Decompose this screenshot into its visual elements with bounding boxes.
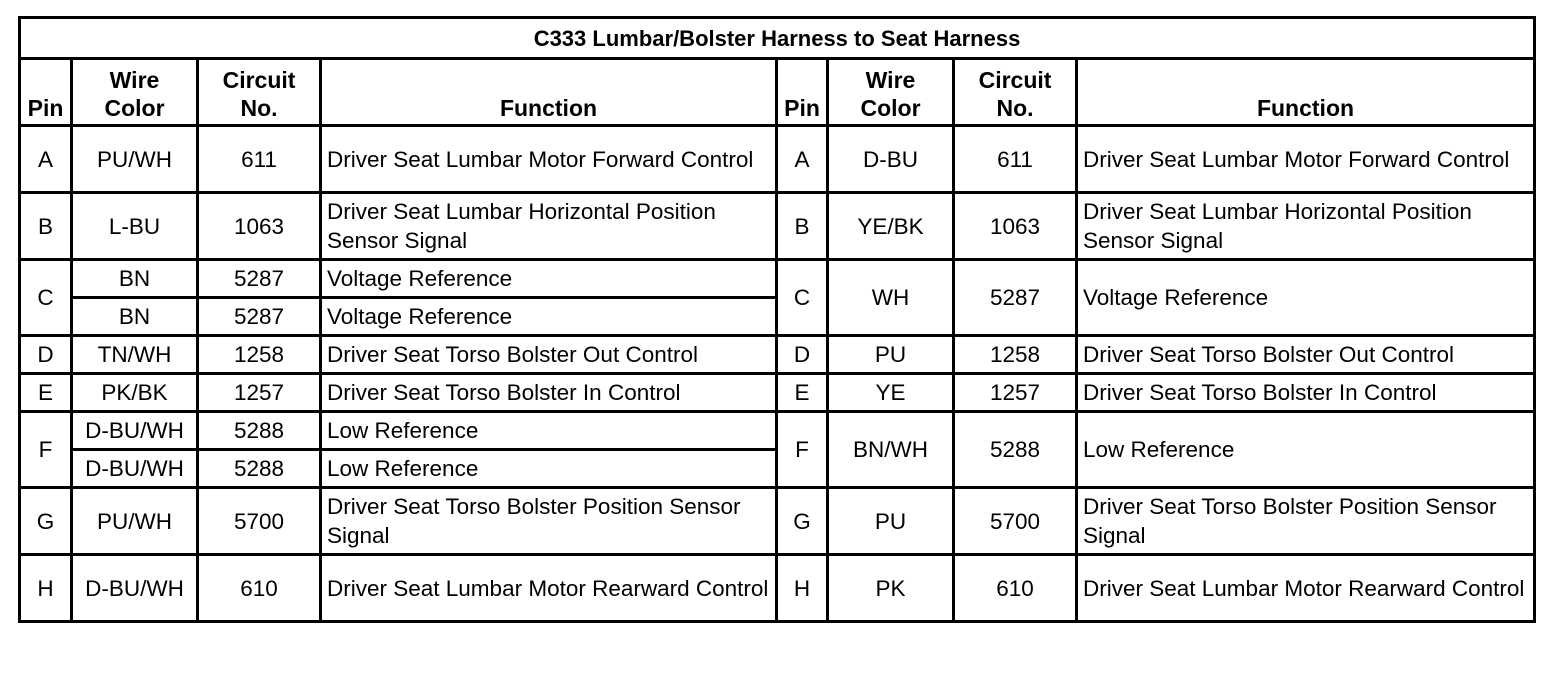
wire-color-cell: PK: [828, 555, 954, 622]
pin-cell-right: B: [777, 193, 828, 260]
circuit-cell: 5700: [198, 488, 321, 555]
header-pin-right: Pin: [777, 59, 828, 126]
table-row-f-1: [20, 412, 1535, 450]
function-cell: Driver Seat Torso Bolster Out Control: [1077, 336, 1535, 374]
wire-color-cell: BN: [72, 298, 198, 336]
wire-color-cell: D-BU/WH: [72, 412, 198, 450]
circuit-cell: 1063: [954, 193, 1077, 260]
function-cell: Driver Seat Lumbar Horizontal Position Sensor Signal: [1077, 193, 1535, 260]
wire-color-cell: PU/WH: [72, 126, 198, 193]
function-cell: Low Reference: [321, 450, 777, 488]
pin-cell-left: D: [20, 336, 72, 374]
function-cell: Driver Seat Lumbar Motor Rearward Control: [321, 555, 777, 622]
circuit-cell: 5287: [198, 260, 321, 298]
pin-cell-left: A: [20, 126, 72, 193]
pin-cell-left: E: [20, 374, 72, 412]
table-row-h: [20, 555, 1535, 622]
wire-color-cell: WH: [828, 260, 954, 336]
circuit-cell: 611: [198, 126, 321, 193]
header-pin-left: Pin: [20, 59, 72, 126]
connector-pinout-table: [18, 16, 1536, 623]
circuit-cell: 5287: [198, 298, 321, 336]
circuit-cell: 1063: [198, 193, 321, 260]
function-cell: Driver Seat Torso Bolster In Control: [1077, 374, 1535, 412]
circuit-cell: 5288: [198, 412, 321, 450]
table-row-e: [20, 374, 1535, 412]
wire-color-cell: TN/WH: [72, 336, 198, 374]
wire-color-cell: PU: [828, 336, 954, 374]
wire-color-cell: L-BU: [72, 193, 198, 260]
function-cell: Low Reference: [321, 412, 777, 450]
header-function-left: Function: [321, 59, 777, 126]
function-cell: Driver Seat Torso Bolster Position Sensor Signal: [1077, 488, 1535, 555]
circuit-cell: 611: [954, 126, 1077, 193]
header-circuit-no-right: Circuit No.: [954, 59, 1077, 126]
circuit-cell: 5288: [954, 412, 1077, 488]
function-cell: Voltage Reference: [1077, 260, 1535, 336]
circuit-cell: 610: [198, 555, 321, 622]
function-cell: Voltage Reference: [321, 260, 777, 298]
wire-color-cell: PU: [828, 488, 954, 555]
table-title: C333 Lumbar/Bolster Harness to Seat Harness: [20, 18, 1535, 59]
connector-table-wrapper: [18, 16, 1536, 623]
pin-cell-left: C: [20, 260, 72, 336]
pin-cell-right: E: [777, 374, 828, 412]
circuit-cell: 5288: [198, 450, 321, 488]
pin-cell-left: H: [20, 555, 72, 622]
pin-cell-left: B: [20, 193, 72, 260]
title-row: [20, 18, 1535, 59]
pin-cell-right: A: [777, 126, 828, 193]
circuit-cell: 1257: [954, 374, 1077, 412]
pin-cell-left: F: [20, 412, 72, 488]
wire-color-cell: BN/WH: [828, 412, 954, 488]
function-cell: Low Reference: [1077, 412, 1535, 488]
function-cell: Driver Seat Lumbar Motor Forward Control: [321, 126, 777, 193]
table-row-g: [20, 488, 1535, 555]
pin-cell-right: D: [777, 336, 828, 374]
table-row-b: [20, 193, 1535, 260]
wire-color-cell: D-BU/WH: [72, 450, 198, 488]
table-row-a: [20, 126, 1535, 193]
wire-color-cell: PK/BK: [72, 374, 198, 412]
function-cell: Driver Seat Lumbar Horizontal Position Sensor Signal: [321, 193, 777, 260]
circuit-cell: 1258: [198, 336, 321, 374]
wire-color-cell: BN: [72, 260, 198, 298]
table-row-d: [20, 336, 1535, 374]
wire-color-cell: D-BU/WH: [72, 555, 198, 622]
function-cell: Driver Seat Torso Bolster Out Control: [321, 336, 777, 374]
header-row: [20, 59, 1535, 126]
wire-color-cell: YE/BK: [828, 193, 954, 260]
pin-cell-right: F: [777, 412, 828, 488]
function-cell: Driver Seat Lumbar Motor Forward Control: [1077, 126, 1535, 193]
pin-cell-right: G: [777, 488, 828, 555]
header-circuit-no-left: Circuit No.: [198, 59, 321, 126]
pin-cell-right: C: [777, 260, 828, 336]
wire-color-cell: D-BU: [828, 126, 954, 193]
circuit-cell: 5700: [954, 488, 1077, 555]
wire-color-cell: YE: [828, 374, 954, 412]
header-function-right: Function: [1077, 59, 1535, 126]
function-cell: Driver Seat Torso Bolster In Control: [321, 374, 777, 412]
function-cell: Voltage Reference: [321, 298, 777, 336]
header-wire-color-right: Wire Color: [828, 59, 954, 126]
circuit-cell: 610: [954, 555, 1077, 622]
wire-color-cell: PU/WH: [72, 488, 198, 555]
header-wire-color-left: Wire Color: [72, 59, 198, 126]
circuit-cell: 5287: [954, 260, 1077, 336]
function-cell: Driver Seat Lumbar Motor Rearward Control: [1077, 555, 1535, 622]
table-row-c-1: [20, 260, 1535, 298]
pin-cell-right: H: [777, 555, 828, 622]
function-cell: Driver Seat Torso Bolster Position Sensor Signal: [321, 488, 777, 555]
circuit-cell: 1257: [198, 374, 321, 412]
circuit-cell: 1258: [954, 336, 1077, 374]
pin-cell-left: G: [20, 488, 72, 555]
